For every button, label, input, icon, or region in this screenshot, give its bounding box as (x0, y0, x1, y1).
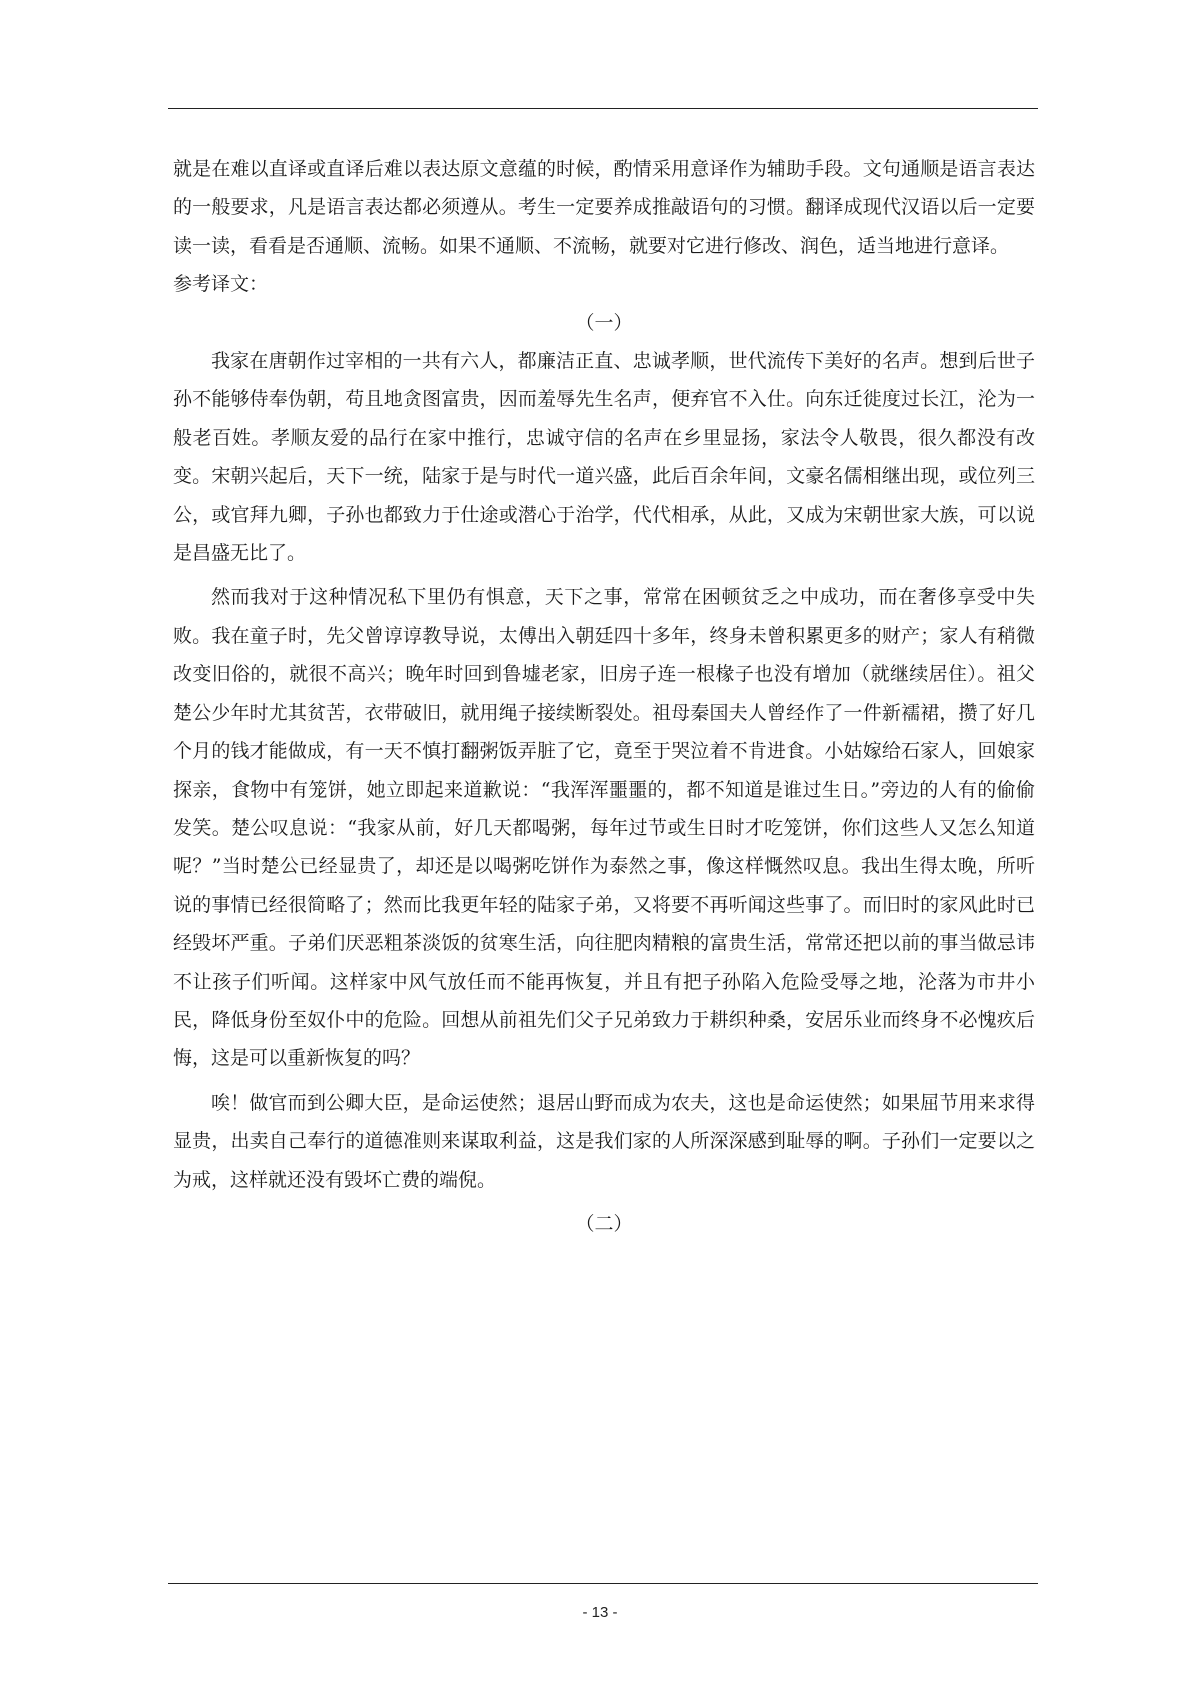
section-one-heading: （一） (575, 311, 633, 334)
document-body (173, 150, 1035, 1243)
translation-paragraph-1: 我家在唐朝作过宰相的一共有六人，都廉洁正直、忠诚孝顺，世代流传下美好的名声。想到后世子孙不能够侍奉伪朝，苟且地贪图富贵，因而羞辱先生名声，便弃官不入仕。向东迁徙度过长江，沦为一般老百姓。孝顺友爱的品行在家中推行，忠诚守信的名声在乡里显扬，家法令人敬畏，很久都没有改变。宋朝兴起后，天下一统，陆家于是与时代一道兴盛，此后百余年间，文豪名儒相继出现，或位列三公，或官拜九卿，子孙也都致力于仕途或潜心于治学，代代相承，从此，又成为宋朝世家大族，可以说是昌盛无比了。 (173, 350, 1035, 565)
page-number: - 13 - (582, 1604, 618, 1621)
translation-paragraph-2: 然而我对于这种情况私下里仍有惧意，天下之事，常常在困顿贫乏之中成功，而在奢侈享受中失败。我在童子时，先父曾谆谆教导说，太傅出入朝廷四十多年，终身未曾积累更多的财产；家人有稍微改变旧俗的，就很不高兴；晚年时回到鲁墟老家，旧房子连一根椽子也没有增加（就继续居住）。祖父楚公少年时尤其贫苦，衣带破旧，就用绳子接续断裂处。祖母秦国夫人曾经作了一件新襦裙，攒了好几个月的钱才能做成，有一天不慎打翻粥饭弄脏了它，竟至于哭泣着不肯进食。小姑嫁给石家人，回娘家探亲，食物中有笼饼，她立即起来道歉说：“我浑浑噩噩的，都不知道是谁过生日。”旁边的人有的偷偷发笑。楚公叹息说：“我家从前，好几天都喝粥，每年过节或生日时才吃笼饼，你们这些人又怎么知道呢？”当时楚公已经显贵了，却还是以喝粥吃饼作为泰然之事，像这样慨然叹息。我出生得太晚，所听说的事情已经很简略了；然而比我更年轻的陆家子弟，又将要不再听闻这些事了。而旧时的家风此时已经毁坏严重。子弟们厌恶粗茶淡饭的贫寒生活，向往肥肉精粮的富贵生活，常常还把以前的事当做忌讳不让孩子们听闻。这样家中风气放任而不能再恢复，并且有把子孙陷入危险受辱之地，沦落为市井小民，降低身份至奴仆中的危险。回想从前祖先们父子兄弟致力于耕织种桑，安居乐业而终身不必愧疚后悔，这是可以重新恢复的吗？ (173, 586, 1035, 1070)
intro-paragraph: 就是在难以直译或直译后难以表达原文意蕴的时候，酌情采用意译作为辅助手段。文句通顺是语言表达的一般要求，凡是语言表达都必须遵从。考生一定要养成推敲语句的习惯。翻译成现代汉语以后一定要读一读，看看是否通顺、流畅。如果不通顺、不流畅，就要对它进行修改、润色，适当地进行意译。 (173, 158, 1035, 257)
header-rule (168, 108, 1038, 109)
translation-paragraph-3: 唉！做官而到公卿大臣，是命运使然；退居山野而成为农夫，这也是命运使然；如果屈节用来求得显贵，出卖自己奉行的道德准则来谋取利益，这是我们家的人所深深感到耻辱的啊。子孙们一定要以之为戒，这样就还没有毁坏亡费的端倪。 (173, 1091, 1035, 1191)
section-two-heading: （二） (575, 1212, 633, 1235)
footer-rule (168, 1583, 1038, 1584)
reference-translation-label: 参考译文： (173, 273, 269, 296)
